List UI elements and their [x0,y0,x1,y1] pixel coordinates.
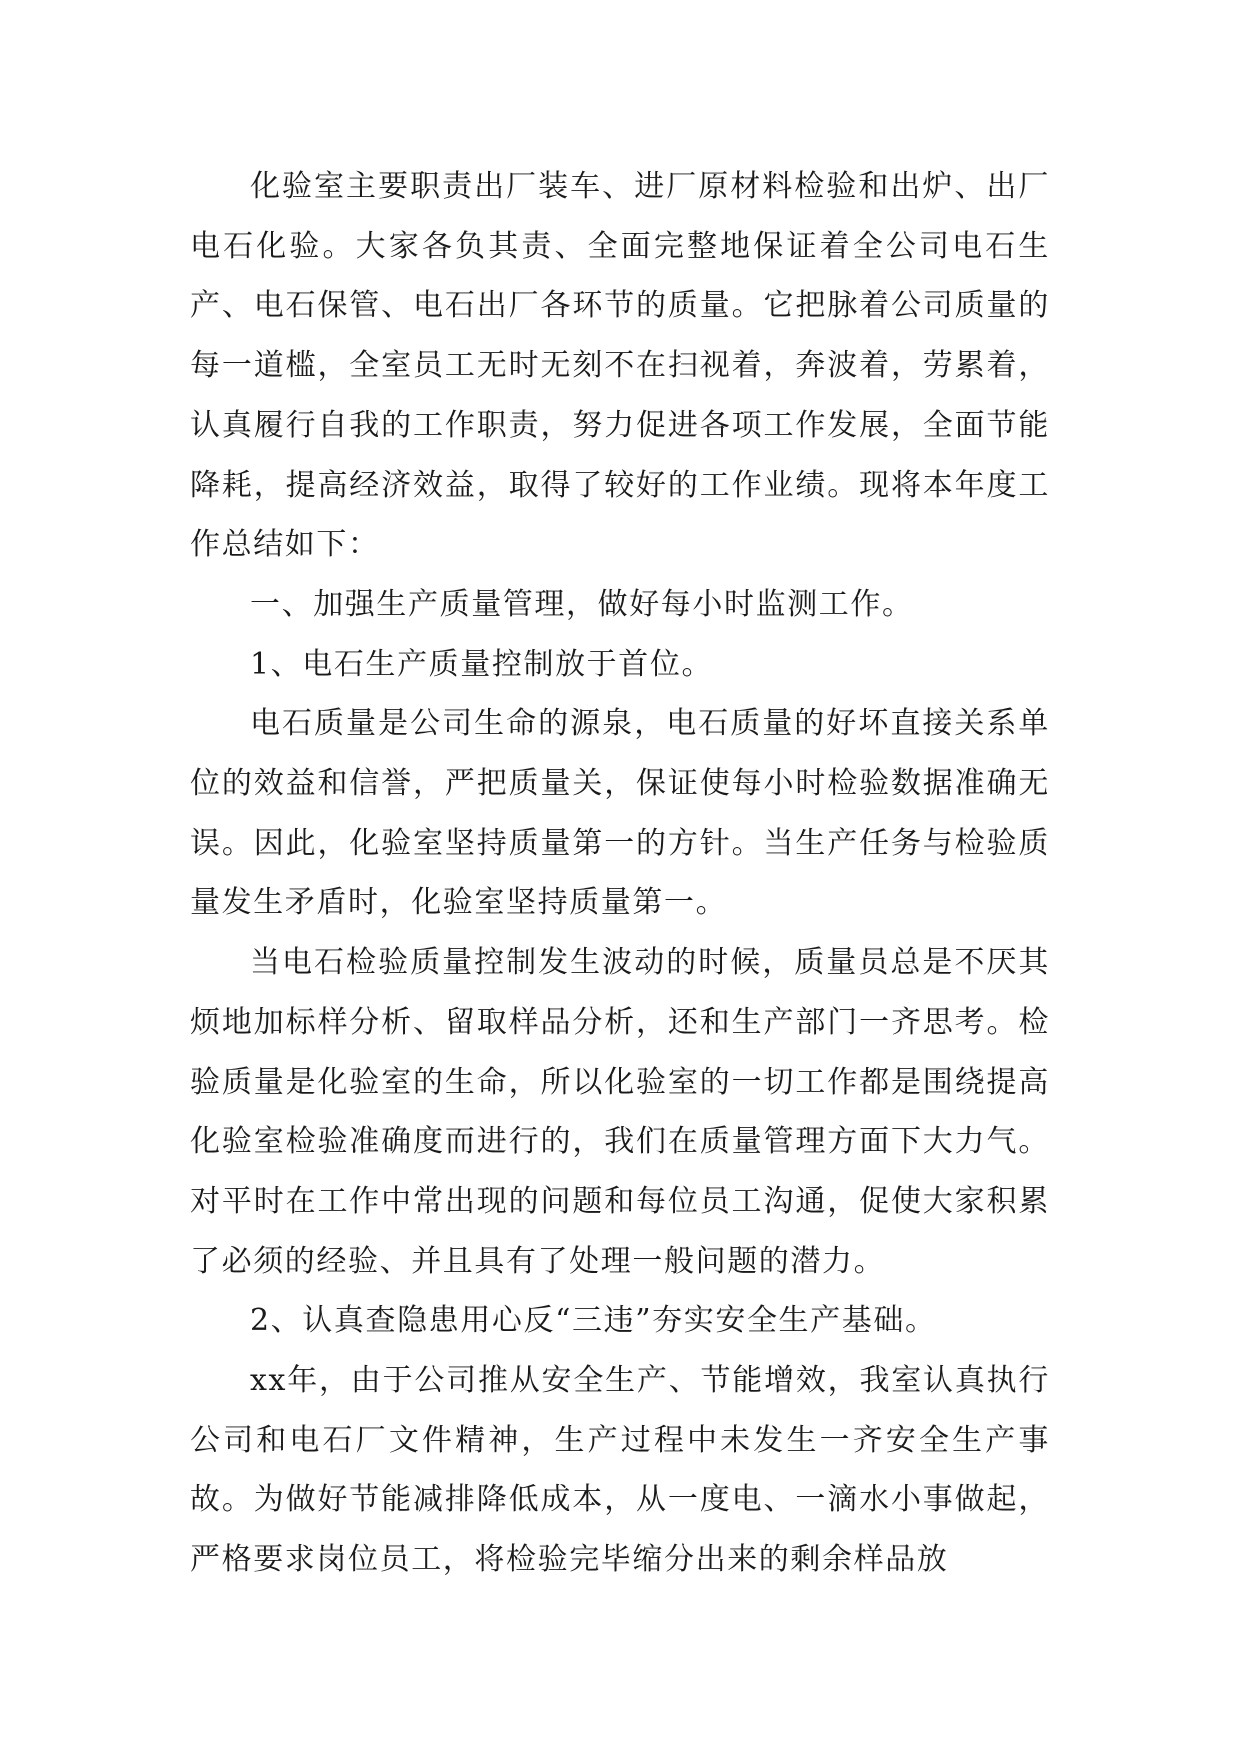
paragraph-intro: 化验室主要职责出厂装车、进厂原材料检验和出炉、出厂电石化验。大家各负其责、全面完整地保证着全公司电石生产、电石保管、电石出厂各环节的质量。它把脉着公司质量的每一道槛，全室员工无时无刻不在扫视着，奔波着，劳累着，认真履行自我的工作职责，努力促进各项工作发展，全面节能降耗，提高经济效益，取得了较好的工作业绩。现将本年度工作总结如下： [190,169,1050,563]
paragraph-safety: xx年，由于公司推从安全生产、节能增效，我室认真执行公司和电石厂文件精神，生产过程中未发生一齐安全生产事故。为做好节能减排降低成本，从一度电、一滴水小事做起，严格要求岗位员工，将检验完毕缩分出来的剩余样品放 [190,1363,1050,1578]
paragraph-quality: 电石质量是公司生命的源泉，电石质量的好坏直接关系单位的效益和信誉，严把质量关，保证使每小时检验数据准确无误。因此，化验室坚持质量第一的方针。当生产任务与检验质量发生矛盾时，化验室坚持质量第一。 [190,706,1050,921]
subheading-2: 2、认真查隐患用心反“三违”夯实安全生产基础。 [250,1303,937,1339]
document-body [190,157,1050,1590]
section-heading-1: 一、加强生产质量管理，做好每小时监测工作。 [250,586,914,622]
paragraph-fluctuation: 当电石检验质量控制发生波动的时候，质量员总是不厌其烦地加标样分析、留取样品分析，还和生产部门一齐思考。检验质量是化验室的生命，所以化验室的一切工作都是围绕提高化验室检验准确度而进行的，我们在质量管理方面下大力气。对平时在工作中常出现的问题和每位员工沟通，促使大家积累了必须的经验、并且具有了处理一般问题的潜力。 [190,945,1050,1279]
subheading-1: 1、电石生产质量控制放于首位。 [250,646,714,682]
